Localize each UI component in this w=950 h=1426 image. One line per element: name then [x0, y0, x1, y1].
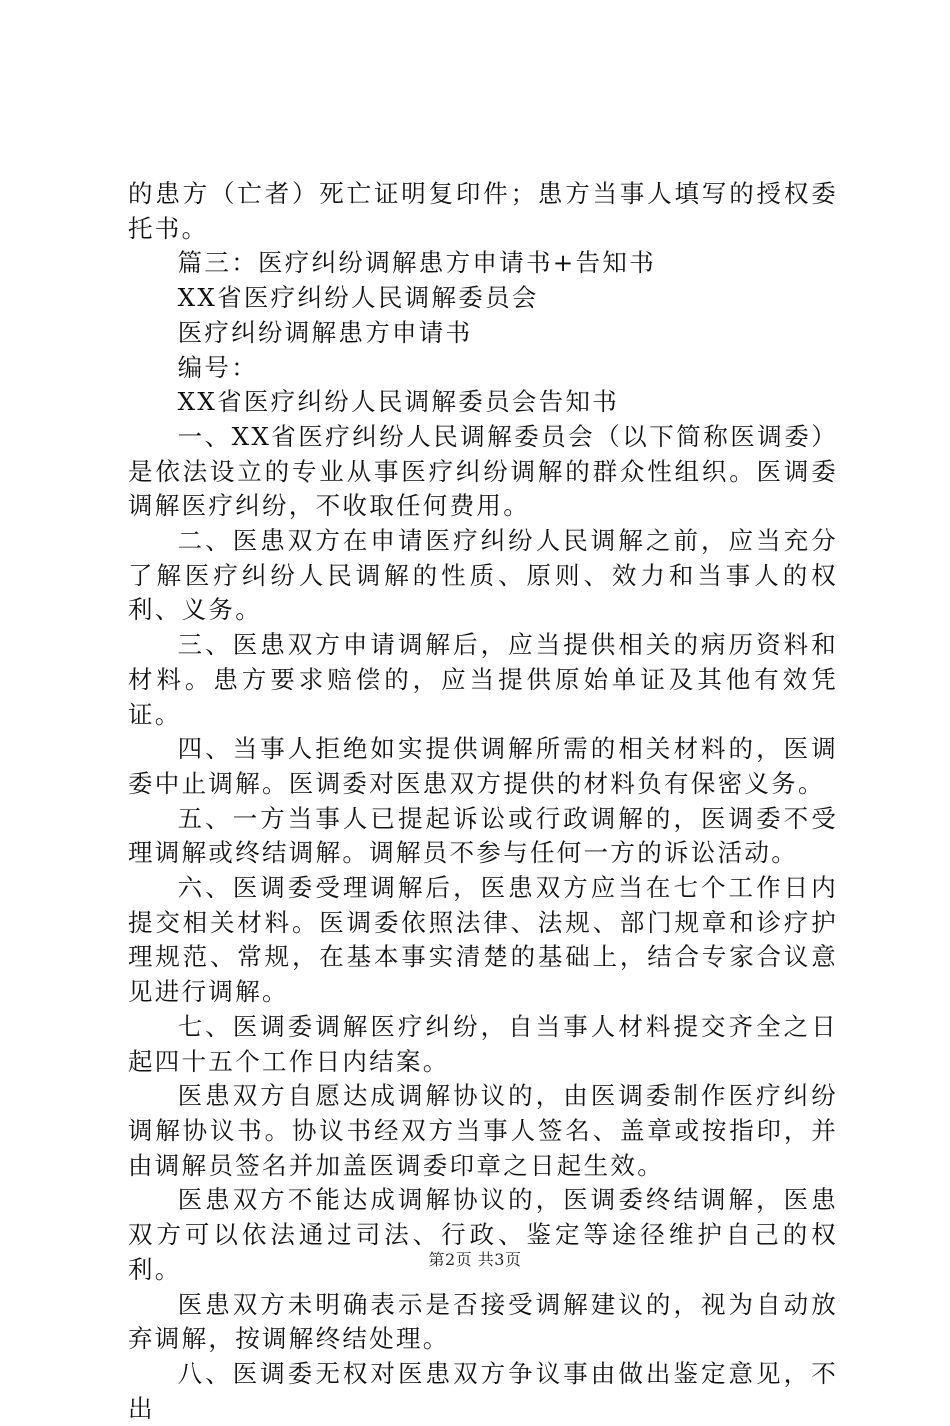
paragraph: 六、医调委受理调解后，医患双方应当在七个工作日内提交相关材料。医调委依照法律、法规、部门规章和诊疗护理规范、常规，在基本事实清楚的基础上，结合专家合议意见进行调解。	[128, 873, 838, 1007]
paragraph: 的患方（亡者）死亡证明复印件；患方当事人填写的授权委托书。	[128, 179, 838, 243]
form-title: 医疗纠纷调解患方申请书	[177, 317, 473, 347]
page-number-footer: 第2页 共3页	[428, 1250, 522, 1269]
paragraph: 五、一方当事人已提起诉讼或行政调解的，医调委不受理调解或终结调解。调解员不参与任何一方的诉讼活动。	[128, 803, 838, 868]
document-body	[128, 177, 838, 1426]
paragraph: 七、医调委调解医疗纠纷，自当事人材料提交齐全之日起四十五个工作日内结案。	[128, 1011, 838, 1076]
paragraph: 三、医患双方申请调解后，应当提供相关的病历资料和材料。患方要求赔偿的，应当提供原始单证及其他有效凭证。	[128, 630, 838, 729]
paragraph: 医患双方不能达成调解协议的，医调委终结调解，医患双方可以依法通过司法、行政、鉴定等途径维护自己的权利。	[128, 1185, 838, 1284]
paragraph: 四、当事人拒绝如实提供调解所需的相关材料的，医调委中止调解。医调委对医患双方提供的材料负有保密义务。	[128, 734, 838, 798]
serial-number-label: 编号：	[177, 352, 258, 382]
paragraph: 一、XX省医疗纠纷人民调解委员会（以下简称医调委）是依法设立的专业从事医疗纠纷调解的群众性组织。医调委调解医疗纠纷，不收取任何费用。	[128, 421, 838, 521]
paragraph: 二、医患双方在申请医疗纠纷人民调解之前，应当充分了解医疗纠纷人民调解的性质、原则、效力和当事人的权利、义务。	[128, 526, 838, 625]
paragraph: 医患双方未明确表示是否接受调解建议的，视为自动放弃调解，按调解终结处理。	[128, 1289, 838, 1354]
notice-title: XX省医疗纠纷人民调解委员会告知书	[177, 387, 620, 417]
paragraph: 八、医调委无权对医患双方争议事由做出鉴定意见，不出	[128, 1358, 838, 1423]
organization-name: XX省医疗纠纷人民调解委员会	[177, 283, 539, 313]
section-heading: 篇三：医疗纠纷调解患方申请书+告知书	[177, 248, 657, 278]
paragraph: 医患双方自愿达成调解协议的，由医调委制作医疗纠纷调解协议书。协议书经双方当事人签名、盖章或按指印，并由调解员签名并加盖医调委印章之日起生效。	[128, 1081, 838, 1180]
